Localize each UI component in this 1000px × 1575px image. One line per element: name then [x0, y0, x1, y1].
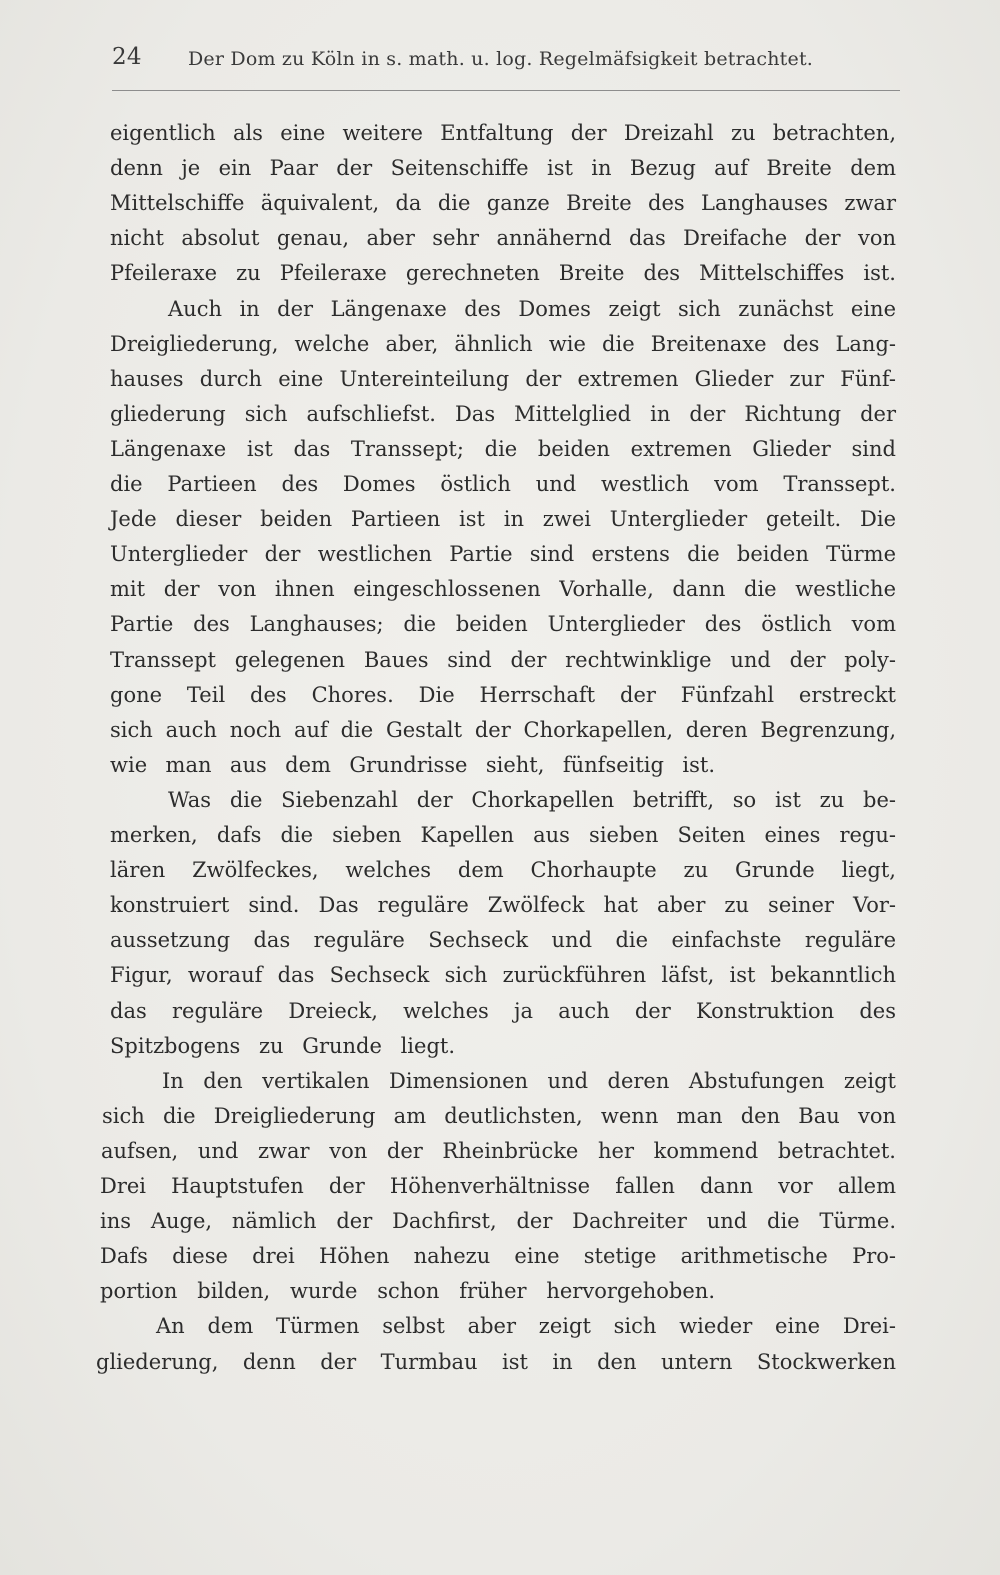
- text-line: gliederung, denn der Turmbau ist in den untern Stockwerken: [96, 1349, 896, 1374]
- page-number: 24: [112, 44, 142, 70]
- text-line: Figur, worauf das Sechseck sich zurückführen läfst, ist bekanntlich: [110, 963, 896, 988]
- text-line: Jede dieser beiden Partieen ist in zwei Unterglieder geteilt. Die: [110, 507, 896, 532]
- text-line: merken, dafs die sieben Kapellen aus sieben Seiten eines regu-: [110, 823, 896, 847]
- text-line: sich auch noch auf die Gestalt der Chorkapellen, deren Begrenzung,: [110, 717, 896, 742]
- text-line: lären Zwölfeckes, welches dem Chorhaupte zu Grunde liegt,: [110, 858, 896, 883]
- text-line: Was die Siebenzahl der Chorkapellen betrifft, so ist zu be-: [168, 787, 896, 812]
- text-line: Spitzbogens zu Grunde liegt.: [110, 1033, 455, 1058]
- text-line: In den vertikalen Dimensionen und deren Abstufungen zeigt: [162, 1068, 896, 1093]
- text-line: Längenaxe ist das Transsept; die beiden extremen Glieder sind: [110, 436, 896, 461]
- text-line: Pfeileraxe zu Pfeileraxe gerechneten Breite des Mittelschiffes ist.: [110, 261, 896, 286]
- text-line: wie man aus dem Grundrisse sieht, fünfseitig ist.: [110, 752, 715, 777]
- text-line: gone Teil des Chores. Die Herrschaft der Fünfzahl erstreckt: [110, 682, 896, 707]
- text-line: das reguläre Dreieck, welches ja auch der Konstruktion des: [110, 998, 896, 1023]
- text-line: eigentlich als eine weitere Entfaltung der Dreizahl zu betrachten,: [110, 121, 896, 145]
- text-line: Partie des Langhauses; die beiden Unterglieder des östlich vom: [110, 612, 896, 637]
- text-line: denn je ein Paar der Seitenschiffe ist in Bezug auf Breite dem: [110, 156, 896, 181]
- text-line: Drei Hauptstufen der Höhenverhältnisse fallen dann vor allem: [100, 1174, 896, 1198]
- text-line: Dreigliederung, welche aber, ähnlich wie die Breitenaxe des Lang-: [110, 331, 896, 356]
- text-line: die Partieen des Domes östlich und westlich vom Transsept.: [110, 472, 896, 496]
- text-line: Unterglieder der westlichen Partie sind erstens die beiden Türme: [110, 542, 896, 567]
- text-line: Mittelschiffe äquivalent, da die ganze Breite des Langhauses zwar: [110, 191, 896, 216]
- text-line: sich die Dreigliederung am deutlichsten, wenn man den Bau von: [102, 1103, 896, 1128]
- text-line: Transsept gelegenen Baues sind der rechtwinklige und der poly-: [110, 647, 896, 672]
- text-line: Dafs diese drei Höhen nahezu eine stetige arithmetische Pro-: [100, 1244, 896, 1269]
- text-line: konstruiert sind. Das reguläre Zwölfeck hat aber zu seiner Vor-: [110, 893, 896, 918]
- text-line: portion bilden, wurde schon früher hervorgehoben.: [100, 1279, 715, 1304]
- text-line: An dem Türmen selbst aber zeigt sich wieder eine Drei-: [156, 1314, 896, 1339]
- text-line: Auch in der Längenaxe des Domes zeigt sich zunächst eine: [168, 296, 896, 321]
- text-line: aufsen, und zwar von der Rheinbrücke her kommend betrachtet.: [101, 1138, 896, 1163]
- text-line: gliederung sich aufschliefst. Das Mittelglied in der Richtung der: [110, 401, 896, 426]
- text-line: hauses durch eine Untereinteilung der extremen Glieder zur Fünf-: [110, 366, 896, 391]
- text-line: mit der von ihnen eingeschlossenen Vorhalle, dann die westliche: [110, 577, 896, 602]
- text-line: aussetzung das reguläre Sechseck und die einfachste reguläre: [110, 928, 896, 953]
- text-line: ins Auge, nämlich der Dachfirst, der Dachreiter und die Türme.: [100, 1209, 896, 1234]
- running-title: Der Dom zu Köln in s. math. u. log. Regelmäfsigkeit betrachtet.: [188, 48, 814, 70]
- text-line: nicht absolut genau, aber sehr annähernd das Dreifache der von: [110, 226, 896, 251]
